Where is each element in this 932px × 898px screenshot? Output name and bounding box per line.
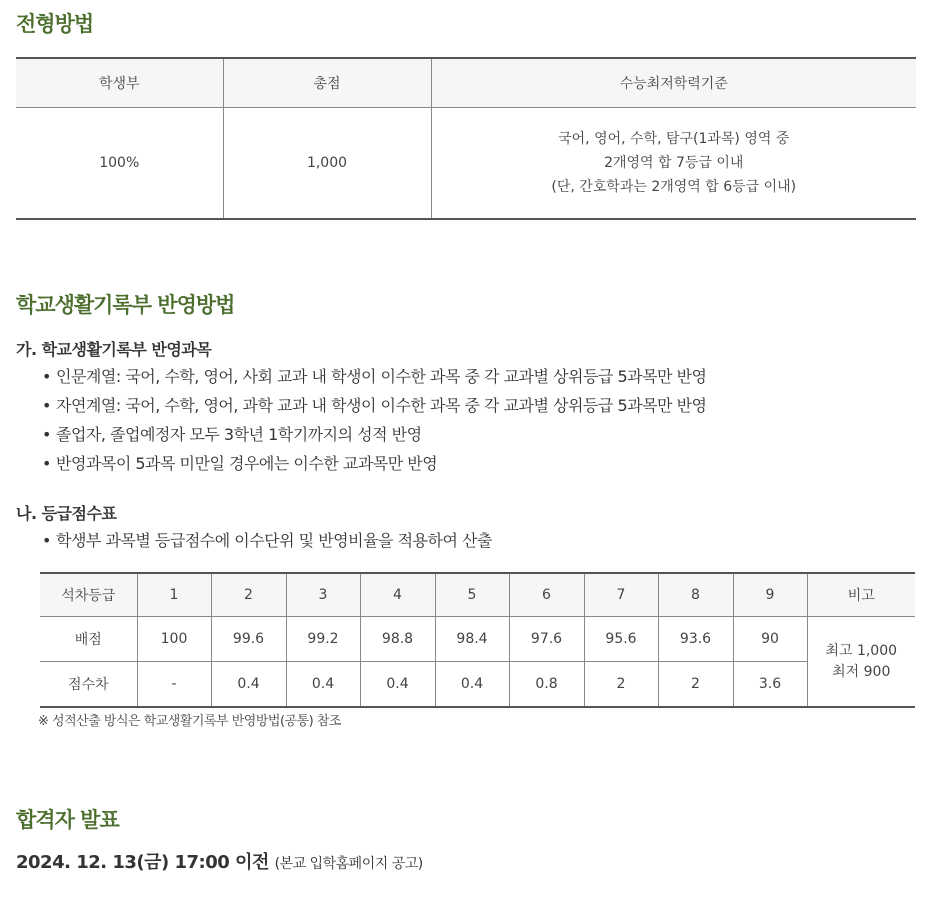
header-cell: 비고 bbox=[807, 573, 915, 617]
header-cell: 6 bbox=[509, 573, 584, 617]
table-cell: 0.8 bbox=[509, 662, 584, 708]
subsection-title-subjects: 가. 학교생활기록부 반영과목 bbox=[16, 340, 212, 359]
list-item bbox=[42, 362, 707, 391]
row-label: 점수차 bbox=[67, 677, 109, 693]
header-cell: 4 bbox=[360, 573, 435, 617]
table-cell: 0.4 bbox=[360, 662, 435, 708]
table-cell: 99.6 bbox=[211, 617, 286, 662]
table-cell: 100 bbox=[137, 617, 211, 662]
row-label: 배점 bbox=[40, 617, 137, 662]
header-min-criteria: 수능최저학력기준 bbox=[431, 58, 916, 108]
table-cell: 98.4 bbox=[435, 617, 509, 662]
header-cell: 3 bbox=[286, 573, 360, 617]
header-cell: 5 bbox=[435, 573, 509, 617]
header-total: 총점 bbox=[223, 58, 431, 108]
header-cell: 9 bbox=[733, 573, 807, 617]
remark-line: 최고 1,000 bbox=[825, 642, 898, 659]
cell-min-criteria bbox=[431, 108, 916, 220]
table-row bbox=[16, 108, 916, 220]
cell-record: 100% bbox=[99, 155, 140, 171]
table-cell: 0.4 bbox=[211, 662, 286, 708]
bullet-icon: • bbox=[42, 454, 51, 473]
bullet-icon: • bbox=[42, 396, 51, 415]
table-cell: 90 bbox=[733, 617, 807, 662]
announcement-datetime: 2024. 12. 13(금) 17:00 이전 bbox=[16, 852, 269, 873]
cell-total: 1,000 bbox=[223, 108, 431, 220]
table-cell: 97.6 bbox=[509, 617, 584, 662]
header-record: 학생부 bbox=[16, 58, 223, 108]
table-header-row bbox=[16, 58, 916, 108]
criteria-line: 2개영역 합 7등급 이내 bbox=[604, 155, 744, 171]
criteria-line: (단, 간호학과는 2개영역 합 6등급 이내) bbox=[551, 179, 797, 195]
table-cell: 2 bbox=[658, 662, 733, 708]
table-cell: 93.6 bbox=[658, 617, 733, 662]
table-cell: 3.6 bbox=[733, 662, 807, 708]
remark-cell bbox=[807, 617, 915, 708]
list-item-text: 인문계열: 국어, 수학, 영어, 사회 교과 내 학생이 이수한 과목 중 각 교과별 상위등급 5과목만 반영 bbox=[56, 367, 707, 386]
grade-score-table bbox=[40, 572, 915, 708]
table-cell: 2 bbox=[584, 662, 658, 708]
table-cell: 99.2 bbox=[286, 617, 360, 662]
subjects-list bbox=[42, 362, 707, 478]
list-item bbox=[42, 526, 492, 555]
list-item bbox=[42, 391, 707, 420]
grade-notes-list bbox=[42, 526, 492, 555]
header-cell: 7 bbox=[584, 573, 658, 617]
list-item bbox=[42, 449, 707, 478]
list-item-text: 학생부 과목별 등급점수에 이수단위 및 반영비율을 적용하여 산출 bbox=[56, 531, 492, 550]
table-row bbox=[40, 617, 915, 662]
table-header-row bbox=[40, 573, 915, 617]
header-cell: 석차등급 bbox=[40, 573, 137, 617]
table-cell: 98.8 bbox=[360, 617, 435, 662]
section-title-selection-method: 전형방법 bbox=[16, 12, 94, 36]
bullet-icon: • bbox=[42, 425, 51, 444]
bullet-icon: • bbox=[42, 367, 51, 386]
table-cell: 0.4 bbox=[435, 662, 509, 708]
header-cell: 8 bbox=[658, 573, 733, 617]
table-row bbox=[40, 662, 915, 708]
section-title-record-method: 학교생활기록부 반영방법 bbox=[16, 293, 235, 317]
list-item bbox=[42, 420, 707, 449]
table-cell: - bbox=[137, 662, 211, 708]
list-item-text: 반영과목이 5과목 미만일 경우에는 이수한 교과목만 반영 bbox=[56, 454, 438, 473]
section-title-announcement: 합격자 발표 bbox=[16, 808, 119, 832]
table-cell: 0.4 bbox=[286, 662, 360, 708]
selection-method-table bbox=[16, 57, 916, 220]
list-item-text: 졸업자, 졸업예정자 모두 3학년 1학기까지의 성적 반영 bbox=[56, 425, 422, 444]
header-cell: 1 bbox=[137, 573, 211, 617]
header-cell: 2 bbox=[211, 573, 286, 617]
footnote: ※ 성적산출 방식은 학교생활기록부 반영방법(공통) 참조 bbox=[38, 714, 341, 729]
table-cell: 95.6 bbox=[584, 617, 658, 662]
bullet-icon: • bbox=[42, 531, 51, 550]
criteria-line: 국어, 영어, 수학, 탐구(1과목) 영역 중 bbox=[558, 131, 790, 147]
announcement-note: (본교 입학홈페이지 공고) bbox=[274, 856, 423, 872]
subsection-title-grade-table: 나. 등급점수표 bbox=[16, 504, 117, 523]
list-item-text: 자연계열: 국어, 수학, 영어, 과학 교과 내 학생이 이수한 과목 중 각 교과별 상위등급 5과목만 반영 bbox=[56, 396, 707, 415]
announcement-date bbox=[16, 848, 423, 874]
remark-line: 최저 900 bbox=[832, 663, 891, 680]
